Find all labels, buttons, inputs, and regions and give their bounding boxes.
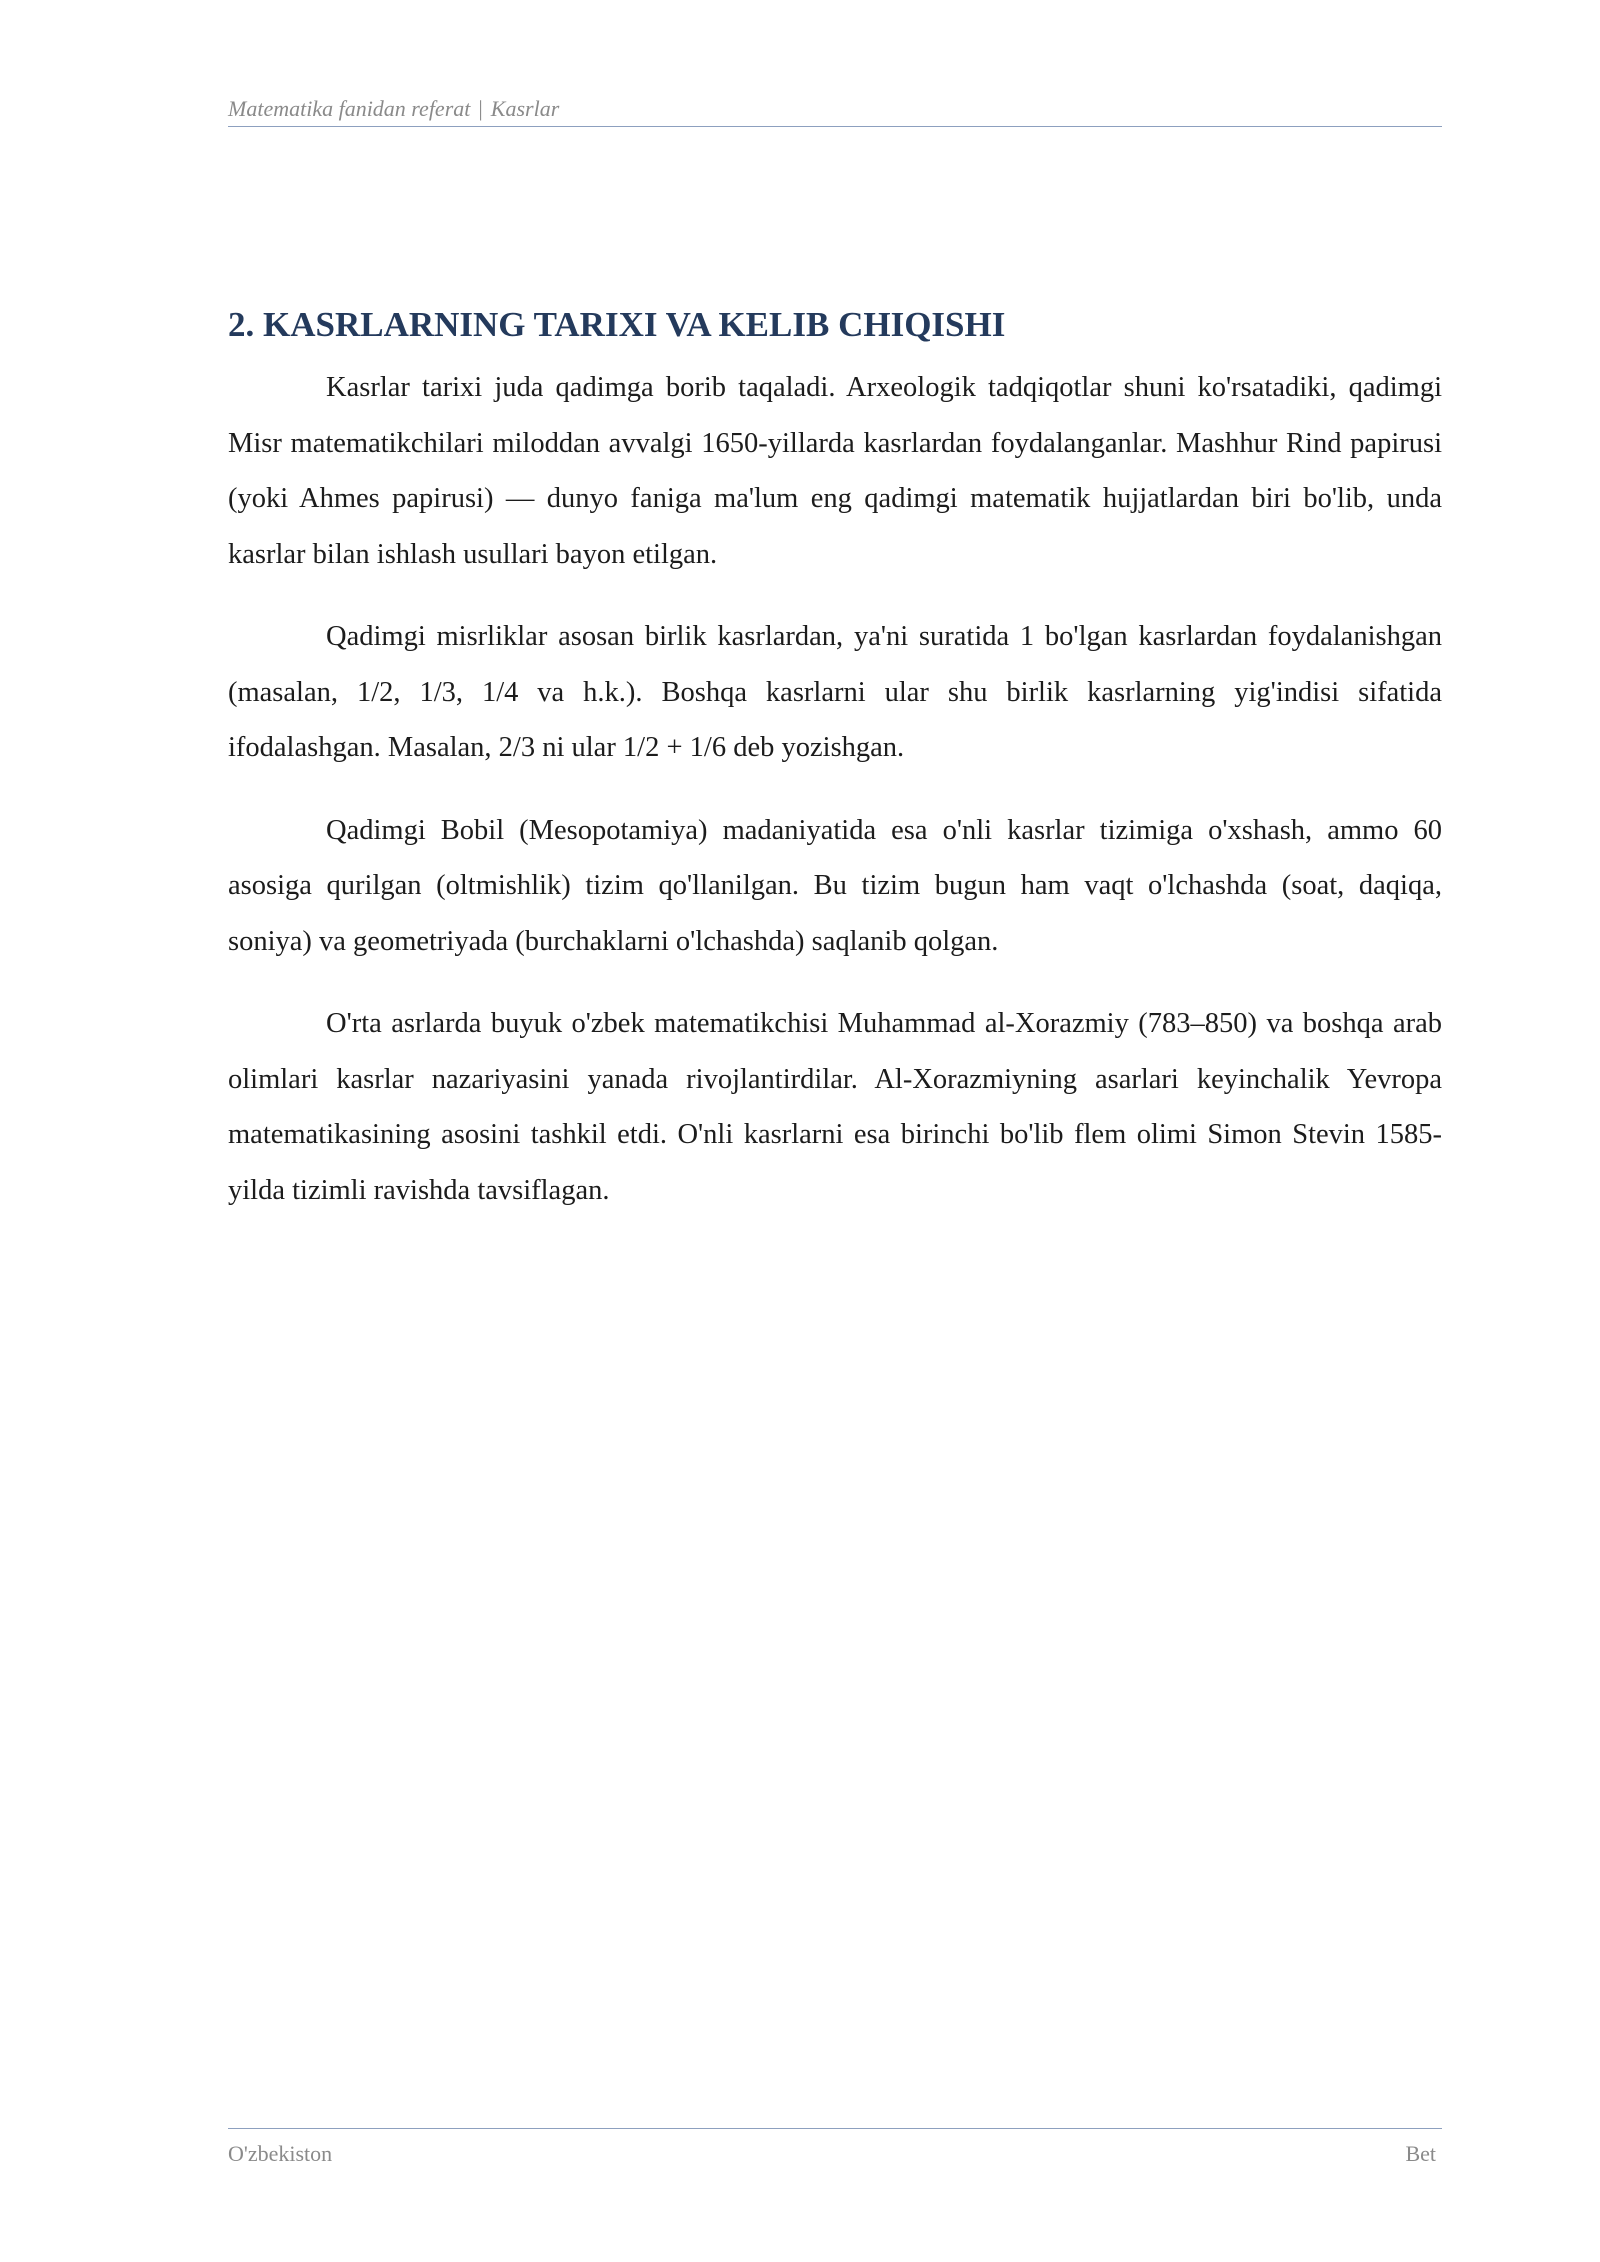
header-topic: Kasrlar [490, 96, 560, 121]
header-text [228, 96, 559, 122]
header-separator: | [478, 96, 483, 121]
footer-page-label: Bet [1405, 2141, 1436, 2166]
paragraph-3: Qadimgi Bobil (Mesopotamiya) madaniyatida esa o'nli kasrlar tizimiga o'xshash, ammo 60 asosiga qurilgan (oltmishlik) tizim qo'llanilgan. Bu tizim bugun ham vaqt o'lchashda (soat, daqiqa, soniya) va geometriyada (burchaklarni o'lchashda) saqlanib qolgan. [228, 814, 1442, 957]
section-title: 2. KASRLARNING TARIXI VA KELIB CHIQISHI [228, 305, 1006, 344]
page-header [228, 92, 1442, 127]
footer-country: O'zbekiston [228, 2141, 333, 2166]
page-footer [228, 2128, 1442, 2169]
header-subject: Matematika fanidan referat [228, 96, 471, 121]
main-content [228, 300, 1442, 1245]
paragraph-2: Qadimgi misrliklar asosan birlik kasrlardan, ya'ni suratida 1 bo'lgan kasrlardan foydalanishgan (masalan, 1/2, 1/3, 1/4 va h.k.). Boshqa kasrlarni ular shu birlik kasrlarning yig'indisi sifatida ifodalashgan. Masalan, 2/3 ni ular 1/2 + 1/6 deb yozishgan. [228, 621, 1442, 763]
paragraph-4: O'rta asrlarda buyuk o'zbek matematikchisi Muhammad al-Xorazmiy (783–850) va boshqa arab olimlari kasrlar nazariyasini yanada rivojlantirdilar. Al-Xorazmiyning asarlari keyinchalik Yevropa matematikasining asosini tashkil etdi. O'nli kasrlarni esa birinchi bo'lib flem olimi Simon Stevin 1585-yilda tizimli ravishda tavsiflagan. [228, 1008, 1442, 1206]
paragraph-1: Kasrlar tarixi juda qadimga borib taqaladi. Arxeologik tadqiqotlar shuni ko'rsatadiki, qadimgi Misr matematikchilari miloddan avvalgi 1650-yillarda kasrlardan foydalanganlar. Mashhur Rind papirusi (yoki Ahmes papirusi) — dunyo faniga ma'lum eng qadimgi matematik hujjatlardan biri bo'lib, unda kasrlar bilan ishlash usullari bayon etilgan. [228, 372, 1442, 570]
